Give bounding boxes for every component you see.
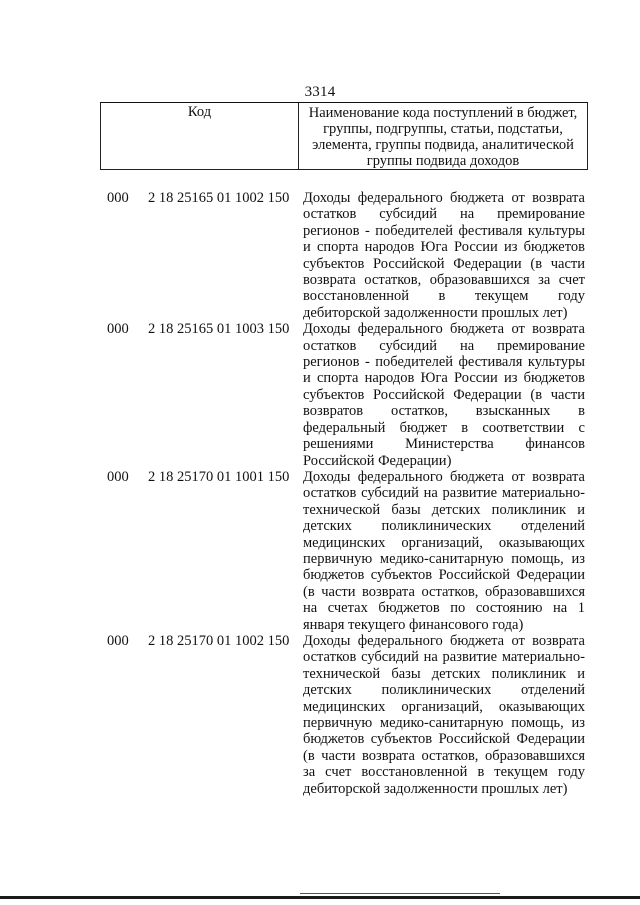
- admin-code: 000: [107, 321, 129, 338]
- income-code: 2 18 25170 01 1002 150: [148, 632, 290, 649]
- scan-bottom-border: [0, 896, 640, 899]
- income-description: Доходы федерального бюджета от возврата остатков субсидий на премирование регионов - победителей фестиваля культуры и спорта народов Юга России из бюджетов субъектов Российской Федерации (в части возврата остатков, образовавшихся за счет восстановленной в текущем году дебиторской задолженности прошлых лет): [303, 190, 585, 321]
- income-description: Доходы федерального бюджета от возврата остатков субсидий на развитие материально-технической базы детских поликлиник и детских поликлинических отделений медицинских организаций, оказывающих первичную медико-санитарную помощь, из бюджетов субъектов Российской Федерации (в части возврата остатков, образовавшихся за счет восстановленной в текущем году дебиторской задолженности прошлых лет): [303, 632, 585, 797]
- header-code-column: Код: [101, 103, 299, 169]
- table-body: [0, 190, 640, 797]
- income-code: 2 18 25165 01 1002 150: [148, 190, 290, 206]
- table-header: [100, 102, 588, 170]
- income-description: Доходы федерального бюджета от возврата остатков субсидий на премирование регионов - победителей фестиваля культуры и спорта народов Юга России из бюджетов субъектов Российской Федерации (в части возвратов остатков, взысканных в федеральный бюджет в соответствии с решениями Министерства финансов Российской Федерации): [303, 321, 585, 469]
- admin-code: 000: [107, 190, 129, 206]
- income-code: 2 18 25170 01 1001 150: [148, 468, 290, 485]
- table-row: [0, 633, 640, 797]
- admin-code: 000: [107, 632, 129, 649]
- page-number: 3314: [304, 84, 336, 100]
- income-description: Доходы федерального бюджета от возврата остатков субсидий на развитие материально-технической базы детских поликлиник и детских поликлинических отделений медицинских организаций, оказывающих первичную медико-санитарную помощь, из бюджетов субъектов Российской Федерации (в части возврата остатков, образовавшихся на счетах бюджетов по состоянию на 1 января текущего финансового года): [303, 468, 585, 633]
- income-code: 2 18 25165 01 1003 150: [148, 321, 290, 338]
- header-name-column: Наименование кода поступлений в бюджет, группы, подгруппы, статьи, подстатьи, элемента, группы подвида, аналитической группы подвида доходов: [308, 105, 578, 169]
- table-row: [0, 190, 640, 321]
- scan-edge-line: [300, 893, 500, 894]
- table-row: [0, 321, 640, 469]
- table-row: [0, 469, 640, 633]
- admin-code: 000: [107, 468, 129, 485]
